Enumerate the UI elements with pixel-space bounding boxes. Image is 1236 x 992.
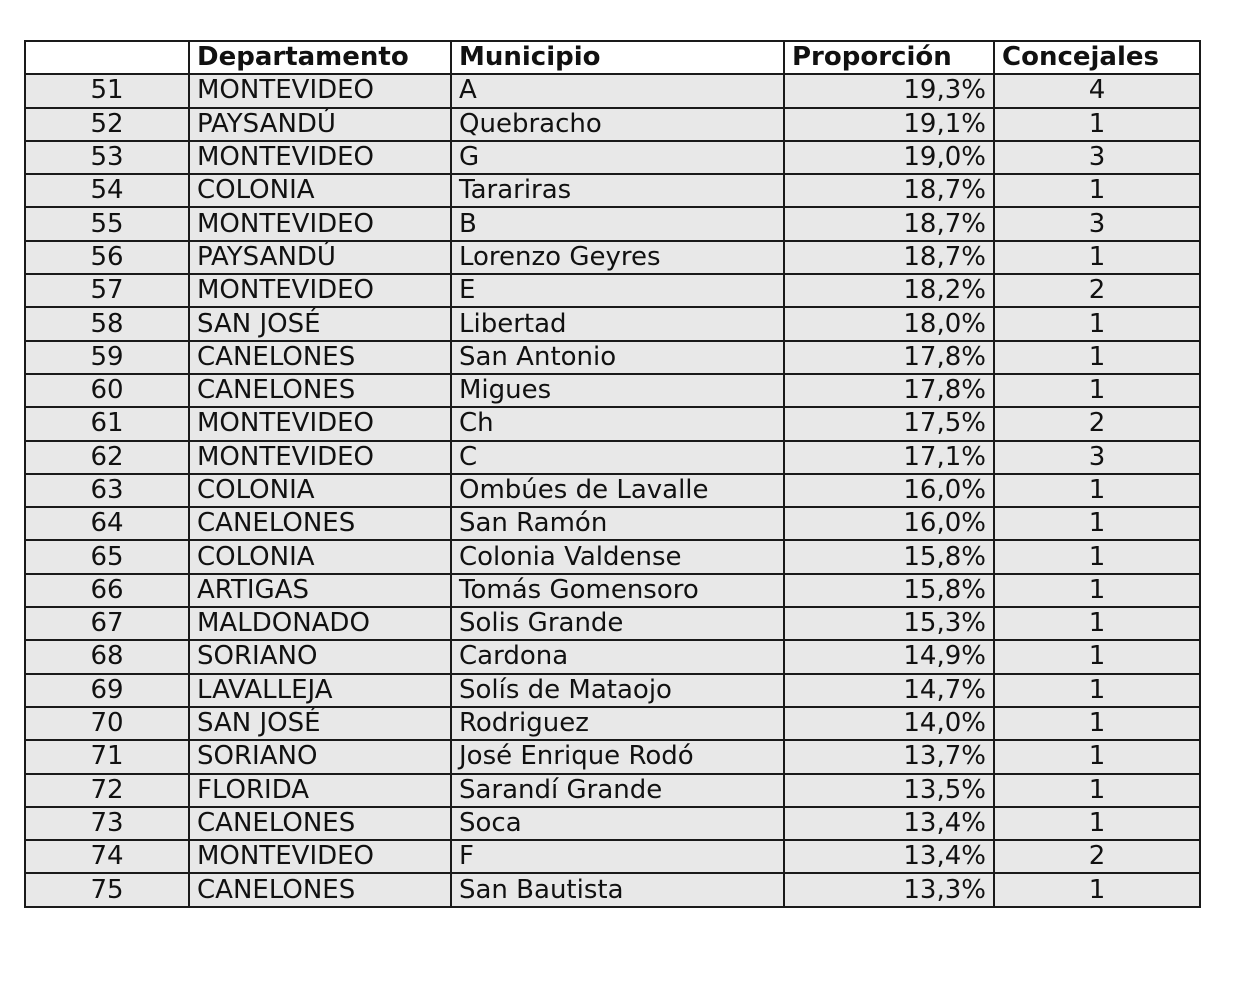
table-row [25, 374, 1200, 407]
cell-rank: 69 [25, 674, 189, 707]
cell-municipio: E [451, 274, 784, 307]
cell-proporcion: 15,8% [784, 540, 994, 573]
cell-concejales: 3 [994, 141, 1200, 174]
table-row [25, 774, 1200, 807]
cell-municipio: Soca [451, 807, 784, 840]
cell-proporcion: 16,0% [784, 474, 994, 507]
cell-proporcion: 14,9% [784, 640, 994, 673]
cell-concejales: 1 [994, 607, 1200, 640]
cell-concejales: 1 [994, 474, 1200, 507]
cell-departamento: LAVALLEJA [189, 674, 451, 707]
cell-departamento: SORIANO [189, 740, 451, 773]
cell-rank: 62 [25, 441, 189, 474]
cell-rank: 52 [25, 108, 189, 141]
cell-concejales: 1 [994, 341, 1200, 374]
table-row [25, 174, 1200, 207]
cell-concejales: 3 [994, 207, 1200, 240]
cell-proporcion: 19,3% [784, 74, 994, 107]
cell-departamento: MONTEVIDEO [189, 407, 451, 440]
table-row [25, 873, 1200, 906]
table-row [25, 341, 1200, 374]
cell-proporcion: 19,0% [784, 141, 994, 174]
municipios-table [24, 40, 1201, 908]
cell-departamento: SORIANO [189, 640, 451, 673]
cell-rank: 54 [25, 174, 189, 207]
cell-proporcion: 13,7% [784, 740, 994, 773]
cell-concejales: 2 [994, 407, 1200, 440]
header-municipio: Municipio [451, 41, 784, 74]
cell-concejales: 1 [994, 507, 1200, 540]
cell-proporcion: 17,8% [784, 341, 994, 374]
cell-municipio: Sarandí Grande [451, 774, 784, 807]
table-row [25, 674, 1200, 707]
cell-concejales: 1 [994, 574, 1200, 607]
table-row [25, 807, 1200, 840]
cell-rank: 64 [25, 507, 189, 540]
cell-departamento: MONTEVIDEO [189, 74, 451, 107]
table-row [25, 474, 1200, 507]
table-row [25, 740, 1200, 773]
cell-proporcion: 13,5% [784, 774, 994, 807]
cell-departamento: MALDONADO [189, 607, 451, 640]
cell-proporcion: 18,2% [784, 274, 994, 307]
cell-municipio: F [451, 840, 784, 873]
cell-municipio: San Ramón [451, 507, 784, 540]
cell-municipio: Ch [451, 407, 784, 440]
cell-municipio: Cardona [451, 640, 784, 673]
cell-municipio: B [451, 207, 784, 240]
table-row [25, 108, 1200, 141]
cell-concejales: 1 [994, 374, 1200, 407]
cell-departamento: FLORIDA [189, 774, 451, 807]
cell-rank: 60 [25, 374, 189, 407]
cell-proporcion: 18,0% [784, 307, 994, 340]
cell-rank: 66 [25, 574, 189, 607]
table-row [25, 574, 1200, 607]
cell-municipio: Libertad [451, 307, 784, 340]
cell-proporcion: 15,3% [784, 607, 994, 640]
cell-concejales: 1 [994, 707, 1200, 740]
table-row [25, 74, 1200, 107]
cell-municipio: Solís de Mataojo [451, 674, 784, 707]
cell-concejales: 1 [994, 873, 1200, 906]
cell-rank: 57 [25, 274, 189, 307]
cell-concejales: 1 [994, 640, 1200, 673]
cell-municipio: Lorenzo Geyres [451, 241, 784, 274]
cell-concejales: 1 [994, 174, 1200, 207]
cell-concejales: 1 [994, 540, 1200, 573]
table-row [25, 707, 1200, 740]
cell-proporcion: 18,7% [784, 207, 994, 240]
table-row [25, 241, 1200, 274]
cell-rank: 73 [25, 807, 189, 840]
table-row [25, 540, 1200, 573]
cell-municipio: Colonia Valdense [451, 540, 784, 573]
cell-proporcion: 13,4% [784, 840, 994, 873]
cell-rank: 74 [25, 840, 189, 873]
cell-rank: 56 [25, 241, 189, 274]
cell-proporcion: 14,7% [784, 674, 994, 707]
cell-concejales: 1 [994, 674, 1200, 707]
table-body [25, 74, 1200, 906]
cell-rank: 71 [25, 740, 189, 773]
cell-departamento: CANELONES [189, 374, 451, 407]
cell-proporcion: 19,1% [784, 108, 994, 141]
cell-proporcion: 17,8% [784, 374, 994, 407]
cell-municipio: Tomás Gomensoro [451, 574, 784, 607]
cell-concejales: 1 [994, 108, 1200, 141]
cell-departamento: COLONIA [189, 474, 451, 507]
table-row [25, 407, 1200, 440]
cell-concejales: 1 [994, 241, 1200, 274]
cell-departamento: MONTEVIDEO [189, 207, 451, 240]
cell-proporcion: 18,7% [784, 174, 994, 207]
cell-departamento: MONTEVIDEO [189, 441, 451, 474]
cell-proporcion: 16,0% [784, 507, 994, 540]
cell-departamento: CANELONES [189, 507, 451, 540]
cell-municipio: C [451, 441, 784, 474]
table-row [25, 640, 1200, 673]
cell-departamento: PAYSANDÚ [189, 241, 451, 274]
cell-rank: 55 [25, 207, 189, 240]
cell-departamento: MONTEVIDEO [189, 141, 451, 174]
cell-rank: 67 [25, 607, 189, 640]
cell-concejales: 2 [994, 840, 1200, 873]
cell-rank: 53 [25, 141, 189, 174]
cell-concejales: 1 [994, 307, 1200, 340]
cell-proporcion: 13,3% [784, 873, 994, 906]
cell-municipio: Tarariras [451, 174, 784, 207]
cell-proporcion: 17,1% [784, 441, 994, 474]
table-row [25, 307, 1200, 340]
cell-departamento: SAN JOSÉ [189, 707, 451, 740]
cell-proporcion: 15,8% [784, 574, 994, 607]
cell-municipio: Migues [451, 374, 784, 407]
table-row [25, 441, 1200, 474]
cell-departamento: CANELONES [189, 341, 451, 374]
cell-municipio: San Antonio [451, 341, 784, 374]
cell-concejales: 2 [994, 274, 1200, 307]
cell-municipio: José Enrique Rodó [451, 740, 784, 773]
cell-departamento: COLONIA [189, 540, 451, 573]
cell-concejales: 1 [994, 740, 1200, 773]
cell-proporcion: 18,7% [784, 241, 994, 274]
table-row [25, 607, 1200, 640]
cell-rank: 63 [25, 474, 189, 507]
header-rank [25, 41, 189, 74]
cell-proporcion: 17,5% [784, 407, 994, 440]
cell-municipio: Solis Grande [451, 607, 784, 640]
cell-rank: 68 [25, 640, 189, 673]
cell-proporcion: 14,0% [784, 707, 994, 740]
cell-departamento: CANELONES [189, 807, 451, 840]
cell-rank: 58 [25, 307, 189, 340]
cell-proporcion: 13,4% [784, 807, 994, 840]
table-row [25, 141, 1200, 174]
header-row [25, 41, 1200, 74]
cell-concejales: 1 [994, 774, 1200, 807]
cell-municipio: G [451, 141, 784, 174]
table-row [25, 507, 1200, 540]
cell-departamento: PAYSANDÚ [189, 108, 451, 141]
cell-departamento: COLONIA [189, 174, 451, 207]
table-row [25, 207, 1200, 240]
cell-departamento: MONTEVIDEO [189, 840, 451, 873]
cell-rank: 70 [25, 707, 189, 740]
cell-municipio: San Bautista [451, 873, 784, 906]
cell-rank: 72 [25, 774, 189, 807]
header-proporcion: Proporción [784, 41, 994, 74]
cell-concejales: 1 [994, 807, 1200, 840]
cell-departamento: MONTEVIDEO [189, 274, 451, 307]
table-row [25, 274, 1200, 307]
cell-departamento: CANELONES [189, 873, 451, 906]
cell-rank: 51 [25, 74, 189, 107]
cell-municipio: Rodriguez [451, 707, 784, 740]
header-departamento: Departamento [189, 41, 451, 74]
table-row [25, 840, 1200, 873]
cell-rank: 65 [25, 540, 189, 573]
cell-departamento: ARTIGAS [189, 574, 451, 607]
cell-municipio: Ombúes de Lavalle [451, 474, 784, 507]
cell-concejales: 4 [994, 74, 1200, 107]
cell-rank: 59 [25, 341, 189, 374]
cell-departamento: SAN JOSÉ [189, 307, 451, 340]
header-concejales: Concejales [994, 41, 1200, 74]
cell-rank: 75 [25, 873, 189, 906]
cell-municipio: Quebracho [451, 108, 784, 141]
cell-rank: 61 [25, 407, 189, 440]
cell-municipio: A [451, 74, 784, 107]
cell-concejales: 3 [994, 441, 1200, 474]
